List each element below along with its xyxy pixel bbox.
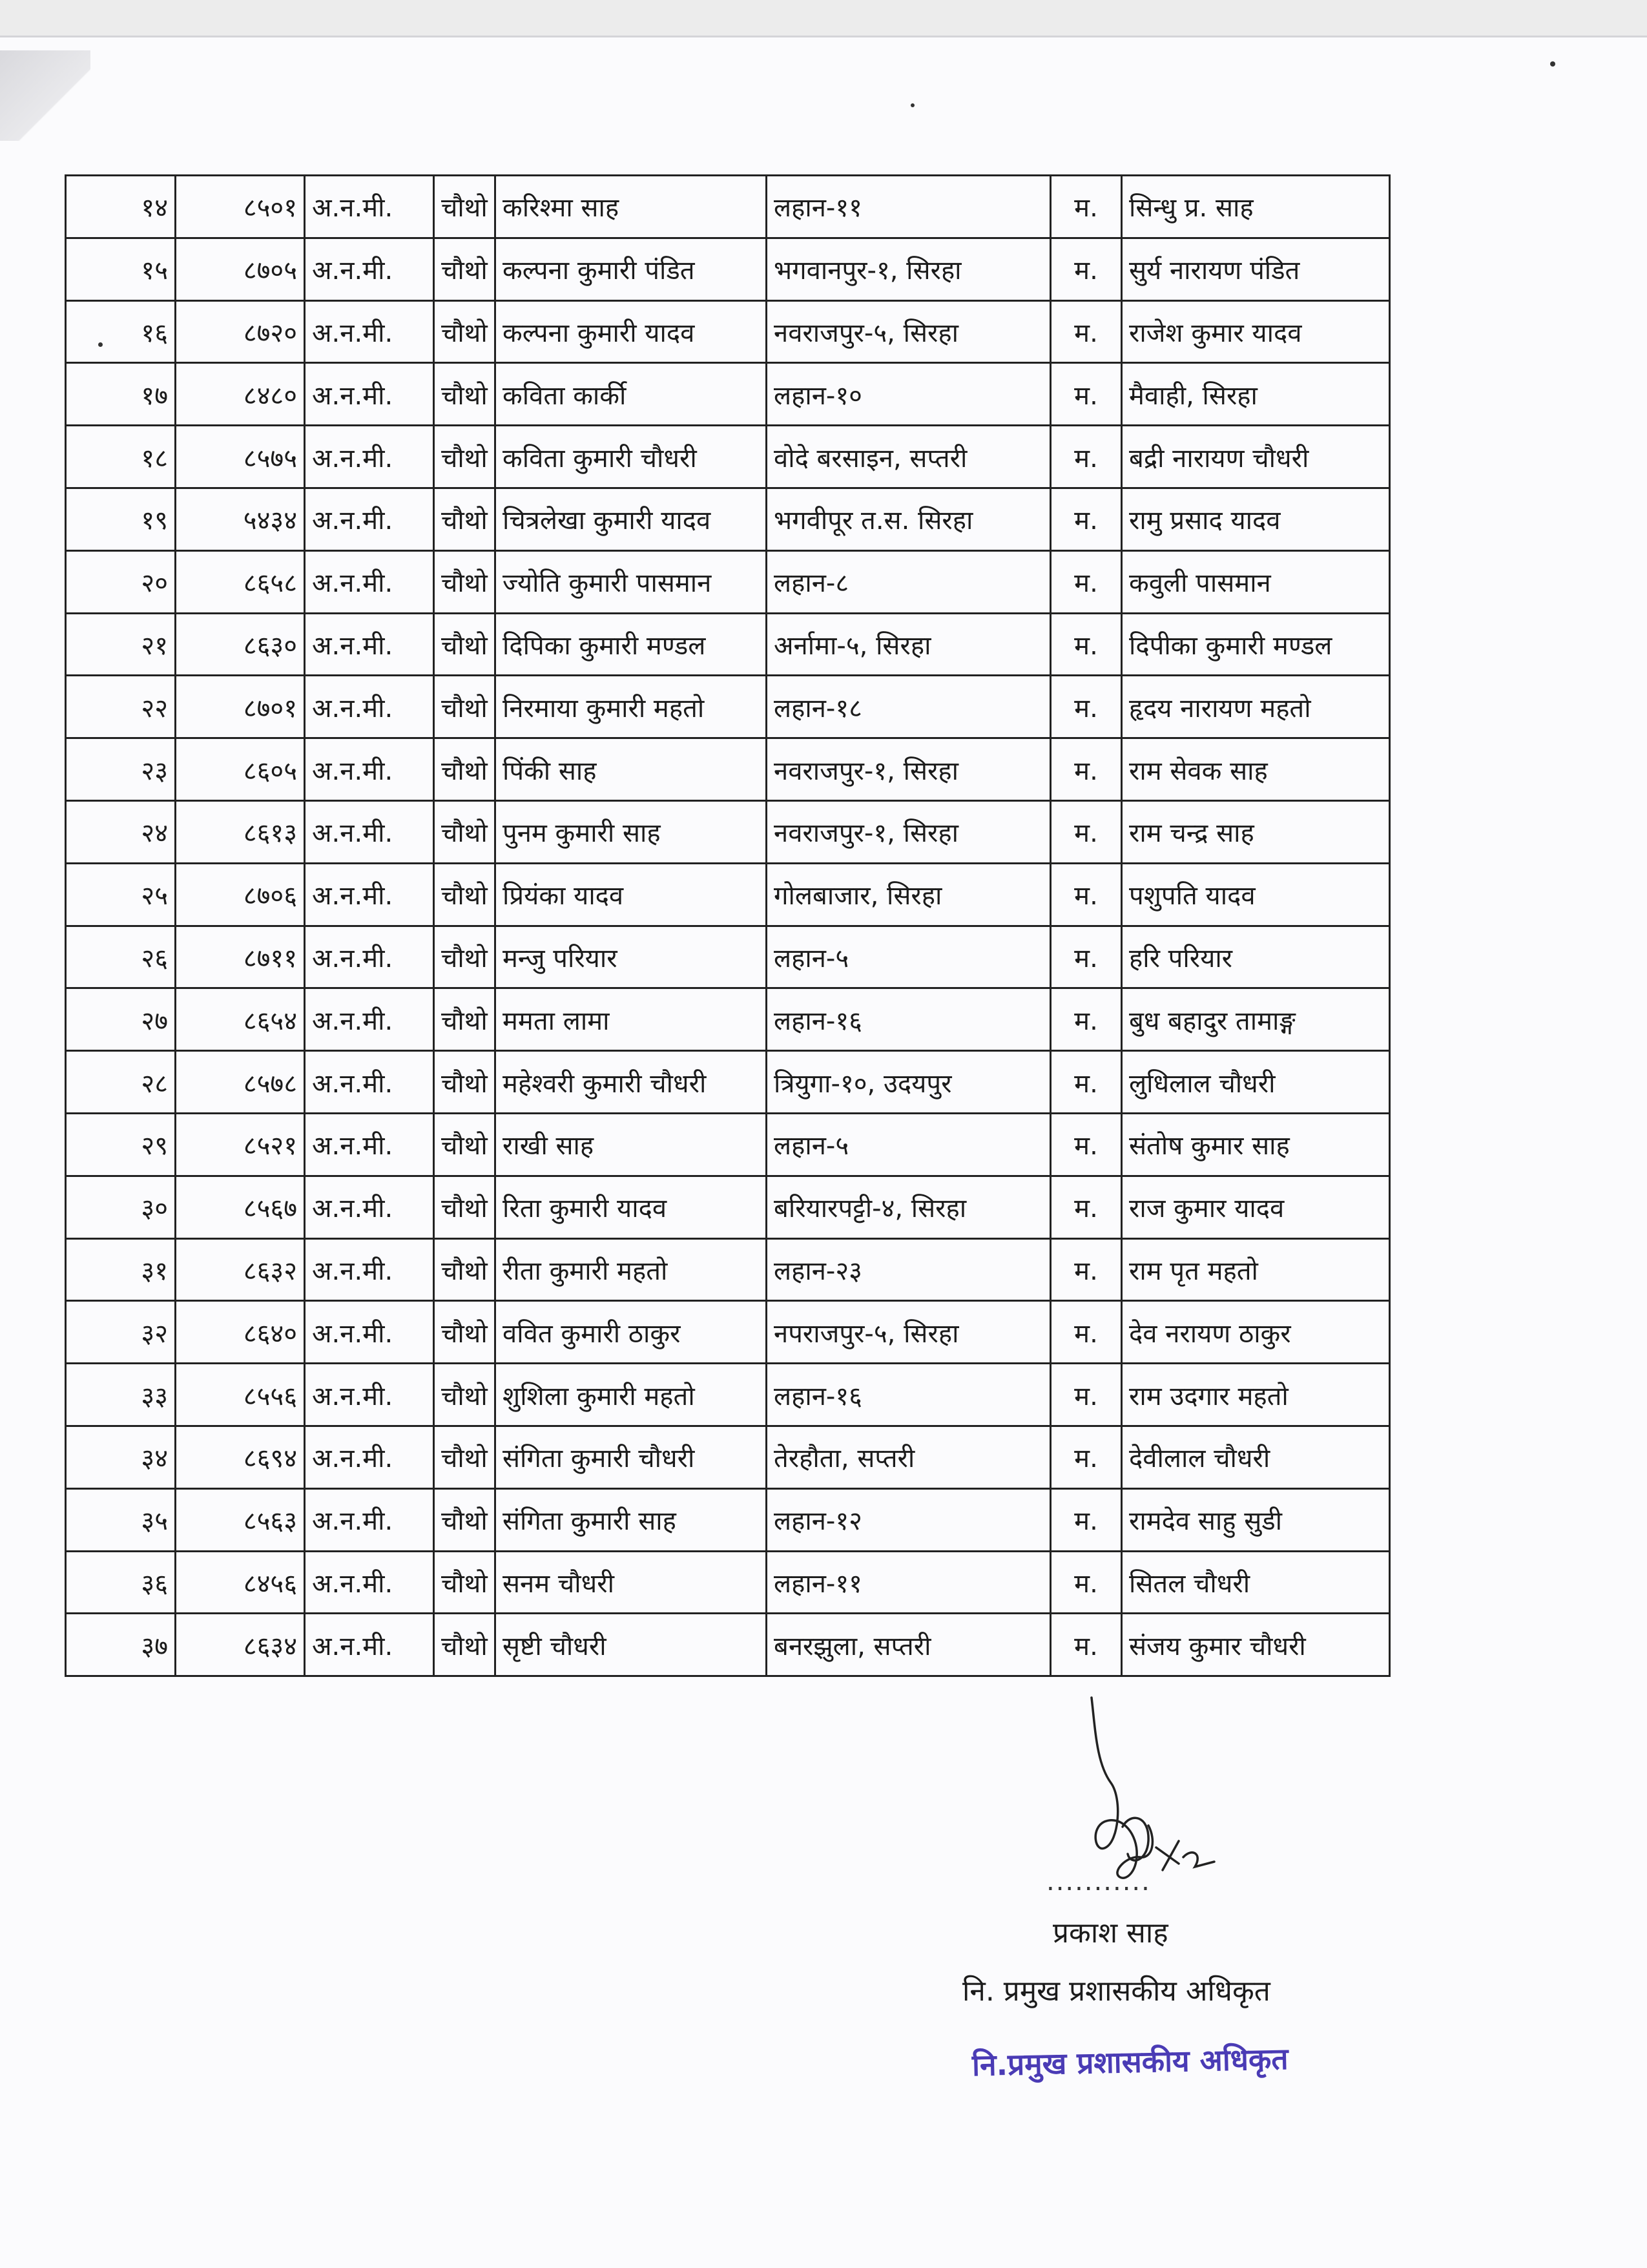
address-cell: लहान-२३ (767, 1238, 1051, 1301)
address-cell: अर्नामा-५, सिरहा (767, 613, 1051, 676)
relation-cell: म. (1051, 1551, 1122, 1614)
table-row (66, 926, 1390, 988)
relation-cell: म. (1051, 676, 1122, 738)
table-row (66, 550, 1390, 613)
guardian-name-cell: सितल चौधरी (1122, 1551, 1390, 1614)
guardian-name-cell: राम पृत महतो (1122, 1238, 1390, 1301)
roll-number-cell: ८६३२ (176, 1238, 305, 1301)
grade-cell: चौथो (434, 1051, 495, 1114)
guardian-name-cell: दिपीका कुमारी मण्डल (1122, 613, 1390, 676)
ink-speck (911, 103, 915, 107)
address-cell: लहान-११ (767, 1551, 1051, 1614)
grade-cell: चौथो (434, 863, 495, 926)
guardian-name-cell: देवीलाल चौधरी (1122, 1426, 1390, 1488)
student-name-cell: सनम चौधरी (495, 1551, 767, 1614)
level-cell: अ.न.मी. (305, 1113, 434, 1176)
serial-number-cell: ३२ (66, 1301, 176, 1364)
serial-number-cell: २९ (66, 1113, 176, 1176)
relation-cell: म. (1051, 1488, 1122, 1551)
address-cell: गोलबाजार, सिरहा (767, 863, 1051, 926)
serial-number-cell: २१ (66, 613, 176, 676)
relation-cell: म. (1051, 363, 1122, 426)
table-row (66, 238, 1390, 300)
level-cell: अ.न.मी. (305, 1364, 434, 1426)
serial-number-cell: ३१ (66, 1238, 176, 1301)
table-row (66, 800, 1390, 863)
guardian-name-cell: राजेश कुमार यादव (1122, 300, 1390, 363)
roll-number-cell: ८५६७ (176, 1176, 305, 1238)
student-name-cell: करिश्मा साह (495, 176, 767, 238)
roll-number-cell: ८४५६ (176, 1551, 305, 1614)
roll-number-cell: ८६४० (176, 1301, 305, 1364)
address-cell: लहान-५ (767, 926, 1051, 988)
table-row (66, 1176, 1390, 1238)
grade-cell: चौथो (434, 1426, 495, 1488)
relation-cell: म. (1051, 488, 1122, 550)
register-body (66, 176, 1390, 1676)
relation-cell: म. (1051, 1238, 1122, 1301)
grade-cell: चौथो (434, 1551, 495, 1614)
table-row (66, 1614, 1390, 1676)
roll-number-cell: ८६१३ (176, 800, 305, 863)
grade-cell: चौथो (434, 1488, 495, 1551)
guardian-name-cell: राम उदगार महतो (1122, 1364, 1390, 1426)
roll-number-cell: ८६५४ (176, 988, 305, 1051)
relation-cell: म. (1051, 426, 1122, 488)
guardian-name-cell: रामु प्रसाद यादव (1122, 488, 1390, 550)
relation-cell: म. (1051, 1176, 1122, 1238)
serial-number-cell: ३५ (66, 1488, 176, 1551)
grade-cell: चौथो (434, 550, 495, 613)
serial-number-cell: १६ (66, 300, 176, 363)
guardian-name-cell: संजय कुमार चौधरी (1122, 1614, 1390, 1676)
table-row (66, 300, 1390, 363)
guardian-name-cell: बद्री नारायण चौधरी (1122, 426, 1390, 488)
grade-cell: चौथो (434, 1238, 495, 1301)
grade-cell: चौथो (434, 613, 495, 676)
table-row (66, 1051, 1390, 1114)
address-cell: नवराजपुर-१, सिरहा (767, 800, 1051, 863)
relation-cell: म. (1051, 738, 1122, 801)
table-row (66, 1301, 1390, 1364)
address-cell: लहान-१८ (767, 676, 1051, 738)
roll-number-cell: ८६०५ (176, 738, 305, 801)
roll-number-cell: ८५७५ (176, 426, 305, 488)
guardian-name-cell: राम सेवक साह (1122, 738, 1390, 801)
guardian-name-cell: मैवाही, सिरहा (1122, 363, 1390, 426)
grade-cell: चौथो (434, 926, 495, 988)
relation-cell: म. (1051, 926, 1122, 988)
level-cell: अ.न.मी. (305, 800, 434, 863)
address-cell: लहान-१० (767, 363, 1051, 426)
serial-number-cell: २३ (66, 738, 176, 801)
roll-number-cell: ८५७८ (176, 1051, 305, 1114)
table-row (66, 426, 1390, 488)
grade-cell: चौथो (434, 426, 495, 488)
grade-cell: चौथो (434, 988, 495, 1051)
grade-cell: चौथो (434, 1176, 495, 1238)
student-name-cell: कविता कार्की (495, 363, 767, 426)
guardian-name-cell: राम चन्द्र साह (1122, 800, 1390, 863)
roll-number-cell: ८५६३ (176, 1488, 305, 1551)
guardian-name-cell: संतोष कुमार साह (1122, 1113, 1390, 1176)
address-cell: लहान-१२ (767, 1488, 1051, 1551)
serial-number-cell: २० (66, 550, 176, 613)
serial-number-cell: १८ (66, 426, 176, 488)
address-cell: बरियारपट्टी-४, सिरहा (767, 1176, 1051, 1238)
relation-cell: म. (1051, 1426, 1122, 1488)
handwritten-signature (1066, 1692, 1279, 1886)
student-name-cell: ममता लामा (495, 988, 767, 1051)
serial-number-cell: १५ (66, 238, 176, 300)
guardian-name-cell: रामदेव साहु सुडी (1122, 1488, 1390, 1551)
student-name-cell: संगिता कुमारी साह (495, 1488, 767, 1551)
guardian-name-cell: लुधिलाल चौधरी (1122, 1051, 1390, 1114)
level-cell: अ.न.मी. (305, 1551, 434, 1614)
address-cell: नपराजपुर-५, सिरहा (767, 1301, 1051, 1364)
grade-cell: चौथो (434, 1364, 495, 1426)
guardian-name-cell: सुर्य नारायण पंडित (1122, 238, 1390, 300)
relation-cell: म. (1051, 1614, 1122, 1676)
student-name-cell: कल्पना कुमारी पंडित (495, 238, 767, 300)
grade-cell: चौथो (434, 176, 495, 238)
relation-cell: म. (1051, 863, 1122, 926)
relation-cell: म. (1051, 988, 1122, 1051)
relation-cell: म. (1051, 613, 1122, 676)
student-name-cell: रीता कुमारी महतो (495, 1238, 767, 1301)
serial-number-cell: ३४ (66, 1426, 176, 1488)
student-name-cell: महेश्वरी कुमारी चौधरी (495, 1051, 767, 1114)
relation-cell: म. (1051, 1051, 1122, 1114)
serial-number-cell: २७ (66, 988, 176, 1051)
table-row (66, 863, 1390, 926)
address-cell: भगवानपुर-१, सिरहा (767, 238, 1051, 300)
serial-number-cell: २८ (66, 1051, 176, 1114)
address-cell: त्रियुगा-१०, उदयपुर (767, 1051, 1051, 1114)
student-register-table (65, 174, 1391, 1677)
address-cell: लहान-११ (767, 176, 1051, 238)
roll-number-cell: ८६३० (176, 613, 305, 676)
grade-cell: चौथो (434, 1301, 495, 1364)
roll-number-cell: ८६५८ (176, 550, 305, 613)
student-name-cell: मन्जु परियार (495, 926, 767, 988)
relation-cell: म. (1051, 176, 1122, 238)
student-name-cell: निरमाया कुमारी महतो (495, 676, 767, 738)
level-cell: अ.न.मी. (305, 676, 434, 738)
grade-cell: चौथो (434, 300, 495, 363)
level-cell: अ.न.मी. (305, 1176, 434, 1238)
student-name-cell: दिपिका कुमारी मण्डल (495, 613, 767, 676)
serial-number-cell: २२ (66, 676, 176, 738)
grade-cell: चौथो (434, 488, 495, 550)
address-cell: लहान-१६ (767, 1364, 1051, 1426)
address-cell: नवराजपुर-१, सिरहा (767, 738, 1051, 801)
roll-number-cell: ८५५६ (176, 1364, 305, 1426)
serial-number-cell: १४ (66, 176, 176, 238)
table-row (66, 1364, 1390, 1426)
student-name-cell: प्रियंका यादव (495, 863, 767, 926)
relation-cell: म. (1051, 800, 1122, 863)
student-name-cell: ज्योति कुमारी पासमान (495, 550, 767, 613)
table-row (66, 1426, 1390, 1488)
roll-number-cell: ८७०६ (176, 863, 305, 926)
address-cell: लहान-८ (767, 550, 1051, 613)
guardian-name-cell: हृदय नारायण महतो (1122, 676, 1390, 738)
student-name-cell: पुनम कुमारी साह (495, 800, 767, 863)
folded-corner (0, 50, 90, 141)
student-name-cell: कल्पना कुमारी यादव (495, 300, 767, 363)
level-cell: अ.न.मी. (305, 1238, 434, 1301)
roll-number-cell: ८७२० (176, 300, 305, 363)
student-name-cell: संगिता कुमारी चौधरी (495, 1426, 767, 1488)
roll-number-cell: ८७११ (176, 926, 305, 988)
level-cell: अ.न.मी. (305, 176, 434, 238)
roll-number-cell: ५४३४ (176, 488, 305, 550)
roll-number-cell: ८६९४ (176, 1426, 305, 1488)
student-name-cell: सृष्टी चौधरी (495, 1614, 767, 1676)
student-name-cell: ववित कुमारी ठाकुर (495, 1301, 767, 1364)
roll-number-cell: ८६३४ (176, 1614, 305, 1676)
signer-designation: नि. प्रमुख प्रशासकीय अधिकृत (962, 1975, 1270, 2008)
table-row (66, 676, 1390, 738)
student-name-cell: कविता कुमारी चौधरी (495, 426, 767, 488)
relation-cell: म. (1051, 238, 1122, 300)
serial-number-cell: १७ (66, 363, 176, 426)
grade-cell: चौथो (434, 363, 495, 426)
guardian-name-cell: देव नरायण ठाकुर (1122, 1301, 1390, 1364)
student-name-cell: राखी साह (495, 1113, 767, 1176)
table-row (66, 1113, 1390, 1176)
guardian-name-cell: कवुली पासमान (1122, 550, 1390, 613)
level-cell: अ.न.मी. (305, 613, 434, 676)
address-cell: नवराजपुर-५, सिरहा (767, 300, 1051, 363)
student-name-cell: रिता कुमारी यादव (495, 1176, 767, 1238)
table-row (66, 613, 1390, 676)
serial-number-cell: ३६ (66, 1551, 176, 1614)
serial-number-cell: ३० (66, 1176, 176, 1238)
level-cell: अ.न.मी. (305, 926, 434, 988)
roll-number-cell: ८४८० (176, 363, 305, 426)
grade-cell: चौथो (434, 238, 495, 300)
level-cell: अ.न.मी. (305, 300, 434, 363)
level-cell: अ.न.मी. (305, 488, 434, 550)
table-row (66, 1551, 1390, 1614)
level-cell: अ.न.मी. (305, 988, 434, 1051)
address-cell: भगवीपूर त.स. सिरहा (767, 488, 1051, 550)
level-cell: अ.न.मी. (305, 1488, 434, 1551)
guardian-name-cell: बुध बहादुर तामाङ्ग (1122, 988, 1390, 1051)
level-cell: अ.न.मी. (305, 1301, 434, 1364)
relation-cell: म. (1051, 1364, 1122, 1426)
roll-number-cell: ८५०१ (176, 176, 305, 238)
table-row (66, 738, 1390, 801)
address-cell: बनरझुला, सप्तरी (767, 1614, 1051, 1676)
student-name-cell: पिंकी साह (495, 738, 767, 801)
relation-cell: म. (1051, 300, 1122, 363)
relation-cell: म. (1051, 1113, 1122, 1176)
ink-speck (1550, 61, 1555, 67)
guardian-name-cell: सिन्धु प्र. साह (1122, 176, 1390, 238)
level-cell: अ.न.मी. (305, 238, 434, 300)
signature-line: ........... (1046, 1867, 1151, 1897)
serial-number-cell: २६ (66, 926, 176, 988)
level-cell: अ.न.मी. (305, 363, 434, 426)
level-cell: अ.न.मी. (305, 1614, 434, 1676)
table-row (66, 488, 1390, 550)
roll-number-cell: ८७०५ (176, 238, 305, 300)
serial-number-cell: २४ (66, 800, 176, 863)
roll-number-cell: ८५२१ (176, 1113, 305, 1176)
student-name-cell: शुशिला कुमारी महतो (495, 1364, 767, 1426)
address-cell: वोदे बरसाइन, सप्तरी (767, 426, 1051, 488)
relation-cell: म. (1051, 550, 1122, 613)
table-row (66, 363, 1390, 426)
guardian-name-cell: राज कुमार यादव (1122, 1176, 1390, 1238)
official-stamp: नि.प्रमुख प्रशासकीय अधिकृत (971, 2041, 1289, 2083)
table-row (66, 1238, 1390, 1301)
grade-cell: चौथो (434, 1614, 495, 1676)
roll-number-cell: ८७०१ (176, 676, 305, 738)
grade-cell: चौथो (434, 676, 495, 738)
table-row (66, 176, 1390, 238)
grade-cell: चौथो (434, 800, 495, 863)
serial-number-cell: ३३ (66, 1364, 176, 1426)
signer-name: प्रकाश साह (1053, 1917, 1168, 1950)
serial-number-cell: २५ (66, 863, 176, 926)
level-cell: अ.न.मी. (305, 738, 434, 801)
address-cell: तेरहौता, सप्तरी (767, 1426, 1051, 1488)
relation-cell: म. (1051, 1301, 1122, 1364)
level-cell: अ.न.मी. (305, 426, 434, 488)
level-cell: अ.न.मी. (305, 1426, 434, 1488)
serial-number-cell: ३७ (66, 1614, 176, 1676)
level-cell: अ.न.मी. (305, 863, 434, 926)
grade-cell: चौथो (434, 1113, 495, 1176)
level-cell: अ.न.मी. (305, 1051, 434, 1114)
guardian-name-cell: पशुपति यादव (1122, 863, 1390, 926)
guardian-name-cell: हरि परियार (1122, 926, 1390, 988)
level-cell: अ.न.मी. (305, 550, 434, 613)
student-name-cell: चित्रलेखा कुमारी यादव (495, 488, 767, 550)
address-cell: लहान-१६ (767, 988, 1051, 1051)
table-row (66, 1488, 1390, 1551)
table-row (66, 988, 1390, 1051)
serial-number-cell: १९ (66, 488, 176, 550)
address-cell: लहान-५ (767, 1113, 1051, 1176)
grade-cell: चौथो (434, 738, 495, 801)
